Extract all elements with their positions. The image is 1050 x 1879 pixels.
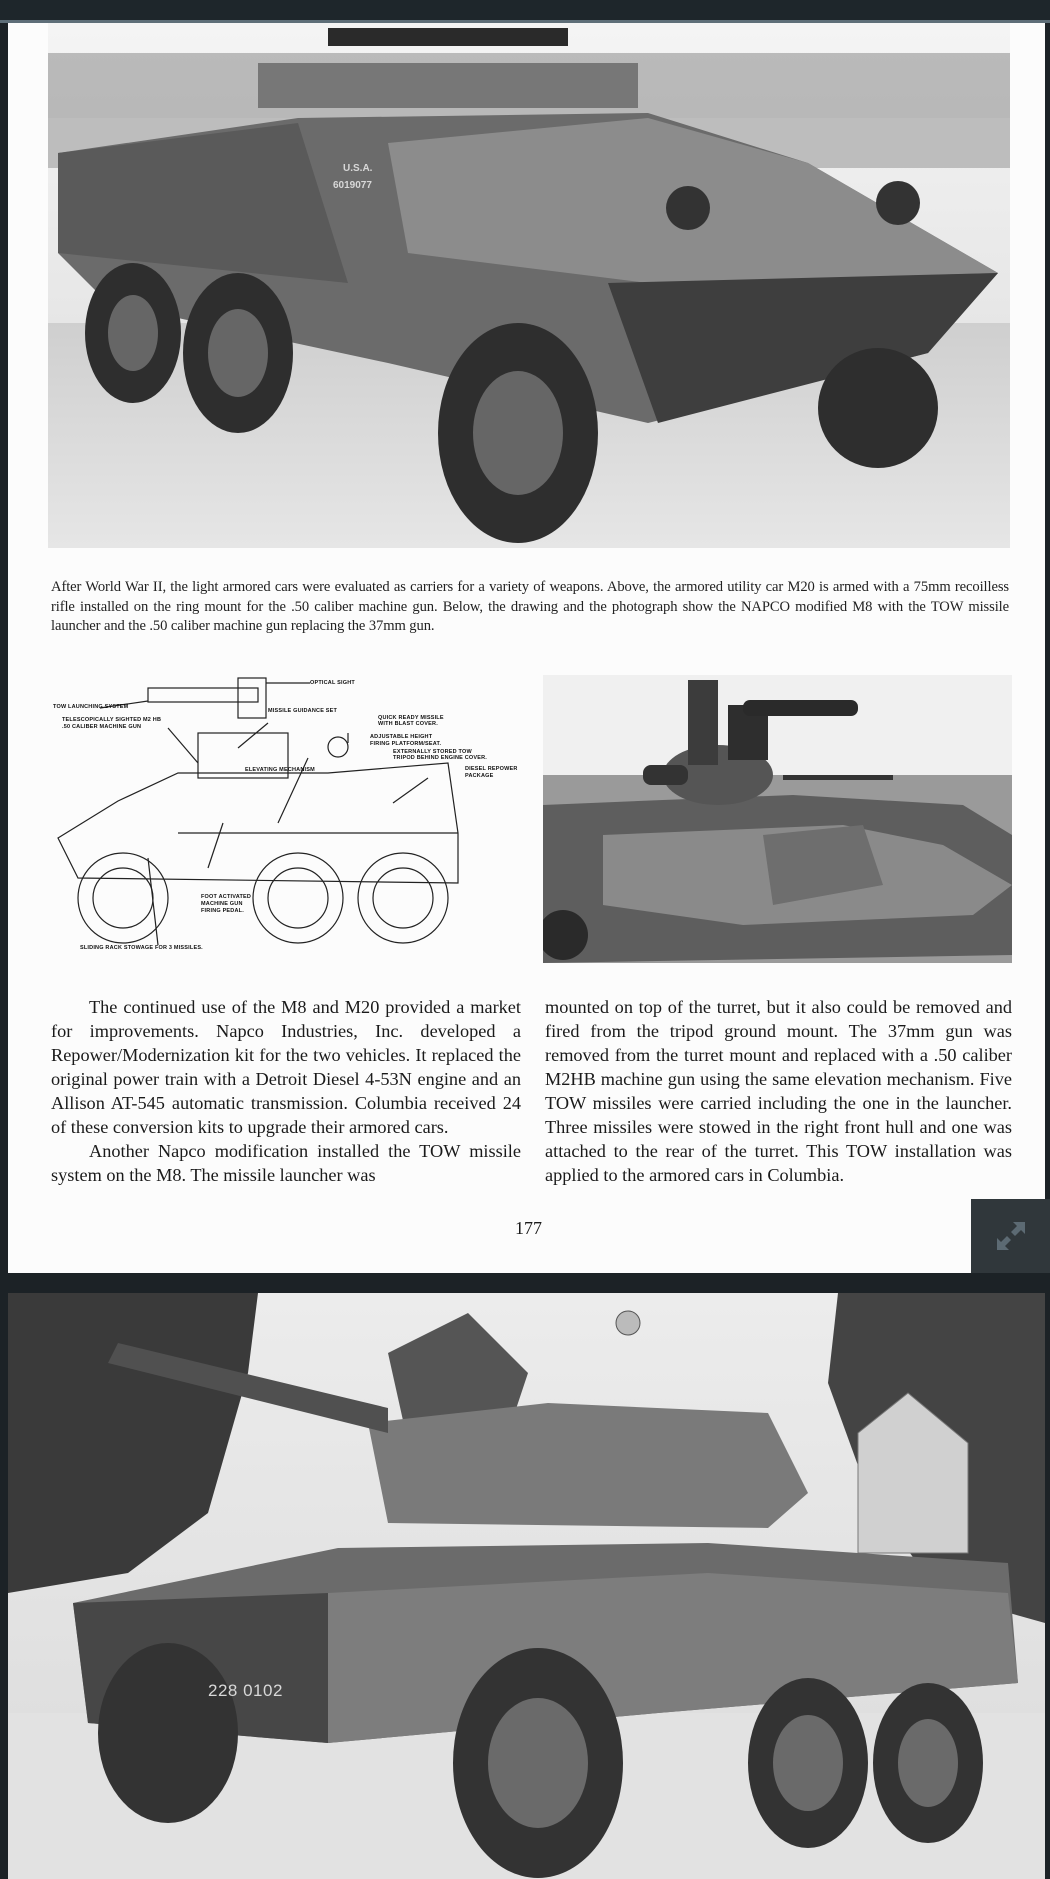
label-foot-3: FIRING PEDAL. (201, 908, 244, 914)
label-sliding-rack: SLIDING RACK STOWAGE FOR 3 MISSILES. (80, 945, 203, 951)
label-diesel-2: PACKAGE (465, 773, 494, 779)
m8-tow-launcher-photo (543, 675, 1012, 963)
paragraph: mounted on top of the turret, but it also could be removed and fired from the tripod ground mount. The 37mm gun was removed from the turret mount and replaced with a .50 caliber M2HB machine gun using the same elevation mechanism. Five TOW missiles were carried including the one in the launcher. Three missiles were stowed in the right front hull and one was attached to the rear of the turret. This TOW installation was applied to the armored cars in Columbia. (545, 997, 1012, 1185)
svg-text:6019077: 6019077 (333, 180, 372, 191)
label-adjustable-1: ADJUSTABLE HEIGHT (370, 734, 433, 740)
photo-caption: After World War II, the light armored cars were evaluated as carriers for a variety of weapons. Above, the armored utility car M20 is armed with a 75mm recoilless rifle installed on the ring mount for the .50 caliber machine gun. Below, the drawing and the photograph show the NAPCO modified M8 with the TOW missile launcher and the .50 caliber machine gun replacing the 37mm gun. (51, 579, 1009, 634)
label-foot-1: FOOT ACTIVATED (201, 894, 252, 900)
tow-m8-technical-drawing (48, 663, 518, 963)
svg-text:U.S.A.: U.S.A. (343, 163, 373, 174)
m20-armored-car-photo (48, 23, 1010, 548)
label-foot-2: MACHINE GUN (201, 901, 243, 907)
viewer-top-bar (0, 0, 1050, 20)
page-gap (0, 1273, 1050, 1293)
vehicle-serial-marking: 228 0102 (208, 1681, 283, 1700)
label-guidance-set: MISSILE GUIDANCE SET (268, 708, 338, 714)
page-number: 177 (515, 1218, 542, 1238)
m8-armored-car-photo (8, 1293, 1045, 1879)
label-adjustable-2: FIRING PLATFORM/SEAT. (370, 741, 442, 747)
label-telescopic-mg-1: TELESCOPICALLY SIGHTED M2 HB (62, 717, 162, 723)
paragraph: The continued use of the M8 and M20 provided a market for improvements. Napco Industries, Inc. developed a Repower/Modernization kit for the two vehicles. It replaced the original power train with a Detroit Diesel 4-53N engine and an Allison AT-545 automatic transmission. Columbia received 24 of these conversion kits to upgrade their armored cars. (51, 997, 521, 1137)
label-quick-ready-1: QUICK READY MISSILE (378, 715, 444, 721)
expand-button[interactable] (971, 1199, 1050, 1273)
label-optical-sight: OPTICAL SIGHT (310, 680, 355, 686)
label-diesel-1: DIESEL REPOWER (465, 766, 518, 772)
label-tripod-1: EXTERNALLY STORED TOW (393, 749, 472, 755)
expand-arrows-icon (991, 1216, 1031, 1256)
body-text-left-column (51, 995, 521, 1187)
label-quick-ready-2: WITH BLAST COVER. (378, 721, 438, 727)
document-page-177 (8, 23, 1045, 1273)
document-page-178 (8, 1293, 1045, 1879)
body-text-right-column (545, 995, 1012, 1187)
label-tripod-2: TRIPOD BEHIND ENGINE COVER. (393, 755, 488, 761)
label-tow-launching-system: TOW LAUNCHING SYSTEM (53, 704, 129, 710)
label-telescopic-mg-2: .50 CALIBER MACHINE GUN (62, 724, 142, 730)
paragraph: Another Napco modification installed the TOW missile system on the M8. The missile launcher was (51, 1141, 521, 1185)
label-elevating: ELEVATING MECHANISM (245, 767, 315, 773)
